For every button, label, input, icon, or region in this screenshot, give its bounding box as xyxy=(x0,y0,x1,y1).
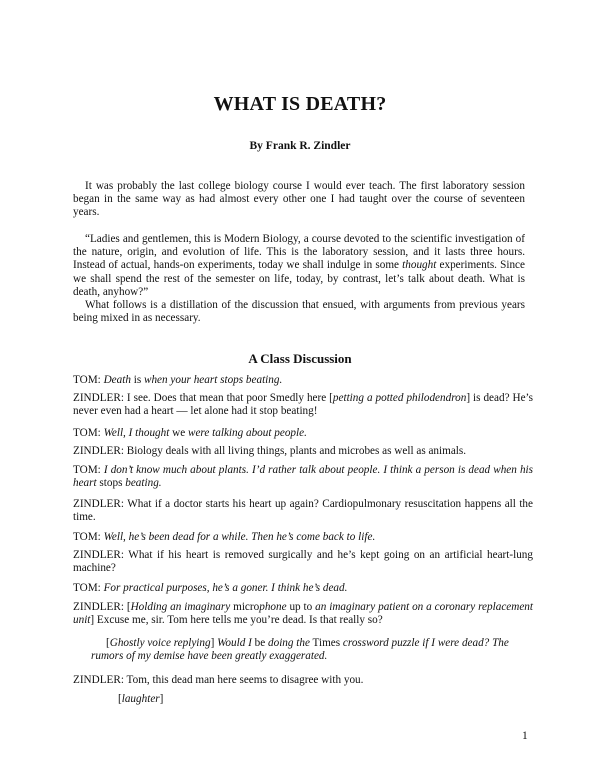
dialogue-line: ZINDLER: Tom, this dead man here seems to disagree with you. xyxy=(73,674,364,686)
dialogue-line xyxy=(73,582,533,595)
emphasis-text: I don’t know much about plants. I’d rather talk about people. I think a person is dead when his heart xyxy=(73,464,533,490)
text-run: ZINDLER: [ xyxy=(73,601,131,613)
emphasis-text: Death xyxy=(103,374,131,386)
emphasis-text: Holding an imaginary xyxy=(130,601,231,613)
emphasis-text: an imaginary patient on a coronary replacement unit xyxy=(73,601,533,627)
text-run: stops xyxy=(96,477,126,490)
speaker-label: TOM: xyxy=(73,427,101,439)
author-byline: By Frank R. Zindler xyxy=(249,140,351,152)
text-run: up to xyxy=(286,601,316,613)
speaker-label: TOM: xyxy=(73,374,101,386)
emphasis-text: beating. xyxy=(125,477,162,490)
text-run: we xyxy=(169,427,188,439)
text-run: ] xyxy=(210,637,218,649)
dialogue-line xyxy=(73,531,533,544)
speaker-label: TOM: xyxy=(73,464,101,476)
intro-paragraph-2 xyxy=(73,233,525,299)
dialogue-line: ZINDLER: What if a doctor starts his heart up again? Cardiopulmonary resuscitation happens all the time. xyxy=(73,498,533,524)
text-run: Times xyxy=(309,637,343,649)
text-run: “Ladies and gentlemen, this is Modern Biology, a course devoted to the scientific investigation of the nature, origin, and evolution of life. This is the laboratory session, and it lasts three hours. Instead of actual, hands-on experiments, today we shall indulge in some xyxy=(73,233,525,272)
intro-paragraph-3: What follows is a distillation of the discussion that ensued, with arguments from previous years being mixed in as necessary. xyxy=(73,299,525,325)
text-run: experiments. Since we shall spend the rest of the semester on life, today, by contrast, let’s talk about death. What is death, anyhow?” xyxy=(73,259,525,298)
emphasis-text: petting a potted philodendron xyxy=(332,392,467,404)
emphasis-text: laughter xyxy=(121,693,160,705)
text-run: [ xyxy=(118,693,122,705)
emphasis-text: Ghostly voice replying xyxy=(109,637,211,649)
page-number: 1 xyxy=(522,730,528,742)
text-run: ] xyxy=(159,693,164,705)
dialogue-line xyxy=(73,392,533,419)
emphasis-text: when your heart stops beating. xyxy=(143,374,283,386)
article-title: WHAT IS DEATH? xyxy=(213,93,387,115)
dialogue-line xyxy=(73,601,533,628)
text-run: ] Excuse me, sir. Tom here tells me you’re dead. Is that really so? xyxy=(90,614,383,627)
emphasis-text: were talking about people. xyxy=(188,427,307,439)
text-run: ZINDLER: I see. Does that mean that poor Smedly here [ xyxy=(73,392,333,404)
dialogue-line: ZINDLER: What if his heart is removed surgically and he’s kept going on an artificial heart-lung machine? xyxy=(73,549,533,575)
dialogue-line xyxy=(73,374,533,387)
emphasis-text: phone xyxy=(259,601,287,613)
emphasis-text: thought xyxy=(402,259,437,272)
speaker-label: TOM: xyxy=(73,582,101,594)
text-run: is xyxy=(130,374,144,386)
emphasis-text: For practical purposes, he’s a goner. I think he’s dead. xyxy=(103,582,348,594)
text-run: be xyxy=(251,637,268,649)
intro-paragraph-1: It was probably the last college biology course I would ever teach. The first laboratory session began in the same way as had almost every other one I had taught over the course of seventeen years. xyxy=(73,180,525,219)
dialogue-line: ZINDLER: Biology deals with all living things, plants and microbes as well as animals. xyxy=(73,445,467,457)
dialogue-line xyxy=(118,693,318,706)
text-run: ] is dead? He’s never even had a heart — let alone had it stop beating! xyxy=(73,392,534,418)
speaker-label: TOM: xyxy=(73,531,101,543)
dialogue-line xyxy=(91,637,531,664)
dialogue-line xyxy=(73,427,533,440)
text-run: [ xyxy=(106,637,110,649)
section-heading: A Class Discussion xyxy=(248,351,352,366)
emphasis-text: Well, I thought xyxy=(103,427,170,439)
emphasis-text: Well, he’s been dead for a while. Then he’s come back to life. xyxy=(103,531,376,543)
emphasis-text: doing the xyxy=(268,637,310,649)
emphasis-text: crossword puzzle if I were dead? The rumors of my demise have been greatly exaggerated. xyxy=(91,637,509,663)
text-run: micro xyxy=(230,601,260,613)
emphasis-text: Would I xyxy=(217,637,252,649)
dialogue-line xyxy=(73,464,533,491)
